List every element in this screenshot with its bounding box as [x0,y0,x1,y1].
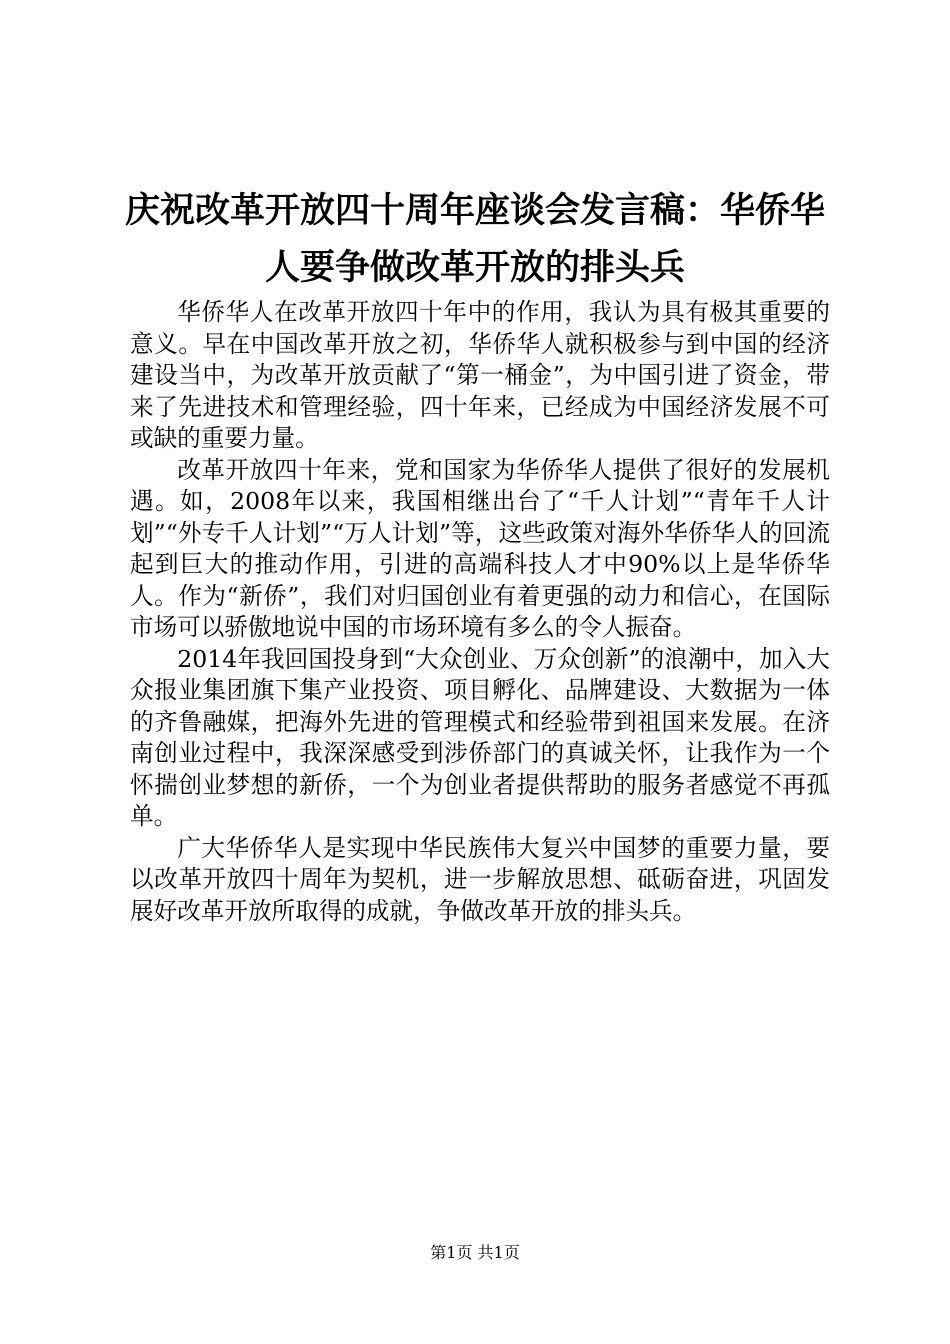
body-paragraph-3: 2014年我回国投身到“大众创业、万众创新”的浪潮中，加入大众报业集团旗下集产业投资、项目孵化、品牌建设、大数据为一体的齐鲁融媒，把海外先进的管理模式和经验带到祖国来发展。在济南创业过程中，我深深感受到涉侨部门的真诚关怀，让我作为一个怀揣创业梦想的新侨，一个为创业者提供帮助的服务者感觉不再孤单。 [130,644,830,830]
document-title: 庆祝改革开放四十周年座谈会发言稿：华侨华人要争做改革开放的排头兵 [124,191,825,288]
body-paragraph-4: 广大华侨华人是实现中华民族伟大复兴中国梦的重要力量，要以改革开放四十周年为契机，进一步解放思想、砥砺奋进，巩固发展好改革开放所取得的成就，争做改革开放的排头兵。 [130,833,830,925]
body-paragraph-2: 改革开放四十年来，党和国家为华侨华人提供了很好的发展机遇。如，2008年以来，我国相继出台了“千人计划”“青年千人计划”“外专千人计划”“万人计划”等，这些政策对海外华侨华人的回流起到巨大的推动作用，引进的高端科技人才中90%以上是华侨华人。作为“新侨”，我们对归国创业有着更强的动力和信心，在国际市场可以骄傲地说中国的市场环境有多么的令人振奋。 [130,455,830,641]
document-body [130,297,830,927]
page-footer: 第1页 共1页 [430,1243,520,1262]
body-paragraph-1: 华侨华人在改革开放四十年中的作用，我认为具有极其重要的意义。早在中国改革开放之初，华侨华人就积极参与到中国的经济建设当中，为改革开放贡献了“第一桶金”，为中国引进了资金，带来了先进技术和管理经验，四十年来，已经成为中国经济发展不可或缺的重要力量。 [130,298,830,452]
